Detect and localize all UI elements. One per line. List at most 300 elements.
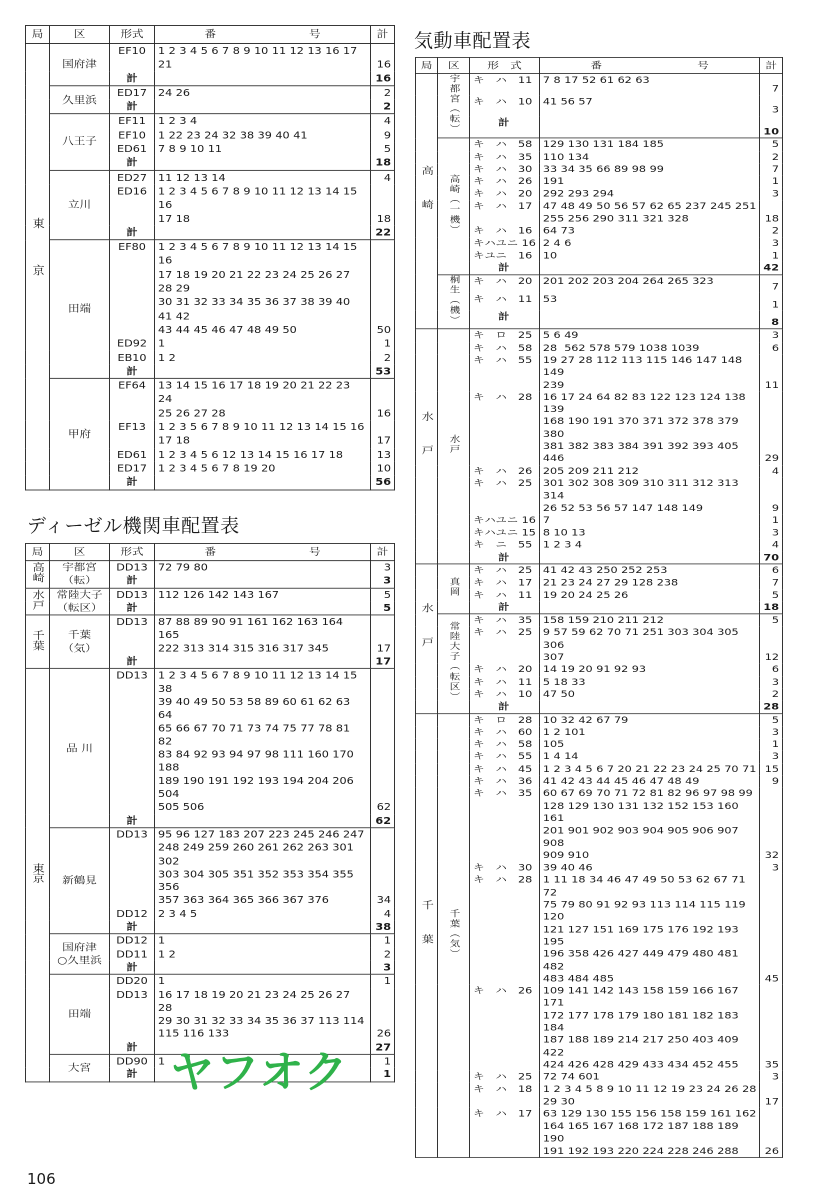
header-ku: 区 xyxy=(438,57,470,73)
numbers-cell: 1 2 3 5 6 7 8 9 10 11 12 13 14 15 16 17 18 xyxy=(155,420,371,448)
total-spacer xyxy=(155,100,371,114)
total-row xyxy=(416,116,783,138)
electric-locomotive-table xyxy=(25,25,395,490)
count-cell: 11 xyxy=(760,354,783,391)
table-row xyxy=(416,539,783,551)
model-cell: キ ハ 26 xyxy=(470,465,540,477)
numbers-cell: 1 2 3 4 5 6 7 8 9 10 11 12 13 16 17 21 xyxy=(155,43,371,71)
railcar-table-title: 気動車配置表 xyxy=(414,30,532,52)
numbers-cell: 1 xyxy=(155,934,371,948)
table-row xyxy=(416,237,783,249)
total-spacer xyxy=(155,71,371,85)
count-cell: 17 xyxy=(760,1083,783,1108)
table-row xyxy=(416,138,783,151)
count-cell: 2 xyxy=(760,688,783,700)
numbers-cell: 60 67 69 70 71 72 81 82 96 97 98 99 128 129 130 131 132 152 153 160 161 201 901 902 903 904 905 906 907 908 909 910 xyxy=(539,788,760,862)
total-label: 計 xyxy=(470,116,540,138)
kyoku-label: 高崎 xyxy=(420,165,435,234)
model-cell: ED27 xyxy=(110,170,155,184)
table-row xyxy=(26,43,395,71)
numbers-cell: 72 74 601 xyxy=(539,1071,760,1083)
model-cell: キ ハ 25 xyxy=(470,477,540,514)
count-cell: 3 xyxy=(760,237,783,249)
model-cell: キ ハ 25 xyxy=(470,564,540,577)
numbers-cell: 1 2 3 4 xyxy=(155,114,371,128)
total-label: 計 xyxy=(470,551,540,564)
model-cell: キ ハ 26 xyxy=(470,176,540,188)
model-cell: EF10 xyxy=(110,43,155,71)
count-cell: 4 xyxy=(371,114,395,128)
numbers-cell: 1 xyxy=(155,1054,371,1068)
model-cell: キ ロ 28 xyxy=(470,713,540,726)
total-label: 計 xyxy=(110,1041,155,1055)
ku-label: 立川 xyxy=(68,198,91,211)
ku-cell xyxy=(50,615,110,669)
model-cell: キ ハ 20 xyxy=(470,664,540,676)
numbers-cell: 7 8 17 52 61 62 63 xyxy=(539,74,760,96)
total-label: 計 xyxy=(110,920,155,934)
numbers-cell: 21 23 24 27 29 128 238 xyxy=(539,577,760,589)
total-row xyxy=(416,701,783,714)
model-cell: キ ハ 10 xyxy=(470,95,540,116)
numbers-cell: 53 xyxy=(539,293,760,311)
total-count: 28 xyxy=(760,701,783,714)
model-cell: キ ハ 45 xyxy=(470,763,540,775)
total-count: 3 xyxy=(371,961,395,975)
total-spacer xyxy=(155,226,371,240)
kyoku-label: 水戸 xyxy=(420,603,435,671)
total-count: 16 xyxy=(371,71,395,85)
total-label: 計 xyxy=(110,655,155,669)
model-cell: キ ハ 30 xyxy=(470,163,540,175)
ku-label: 宇都宮 （転） xyxy=(62,561,97,587)
ku-cell xyxy=(50,43,110,85)
header-number xyxy=(539,57,760,73)
table-row xyxy=(416,151,783,163)
count-cell: 3 xyxy=(760,751,783,763)
header-go: 号 xyxy=(697,59,709,71)
total-label: 計 xyxy=(470,701,540,714)
numbers-cell: 41 56 57 xyxy=(539,95,760,116)
count-cell: 1 xyxy=(760,738,783,750)
total-count: 62 xyxy=(371,814,395,828)
model-cell: キ ハ 35 xyxy=(470,614,540,627)
count-cell: 2 xyxy=(371,350,395,364)
model-cell: キ ロ 25 xyxy=(470,329,540,342)
kyoku-label: 高崎 xyxy=(31,562,46,583)
numbers-cell: 5 6 49 xyxy=(539,329,760,342)
model-cell: DD12 xyxy=(110,907,155,920)
numbers-cell: 1 4 14 xyxy=(539,751,760,763)
model-cell: キ ハ 25 xyxy=(470,1071,540,1083)
numbers-cell: 2 3 4 5 xyxy=(155,907,371,920)
count-cell: 7 xyxy=(760,274,783,292)
count-cell: 2 xyxy=(760,225,783,237)
table-row xyxy=(26,170,395,184)
numbers-cell: 205 209 211 212 xyxy=(539,465,760,477)
count-cell: 17 xyxy=(371,615,395,655)
total-spacer xyxy=(539,262,760,275)
total-label: 計 xyxy=(110,574,155,588)
model-cell: キ ニ 55 xyxy=(470,539,540,551)
numbers-cell: 7 8 9 10 11 xyxy=(155,142,371,156)
table-row xyxy=(416,1108,783,1158)
count-cell: 3 xyxy=(760,527,783,539)
count-cell: 26 xyxy=(760,1108,783,1158)
table-row xyxy=(416,95,783,116)
count-cell: 1 xyxy=(371,974,395,988)
model-cell: キ ハ 25 xyxy=(470,627,540,664)
model-cell: キ ハ 11 xyxy=(470,293,540,311)
count-cell: 5 xyxy=(760,138,783,151)
numbers-cell: 1 2 101 xyxy=(539,726,760,738)
total-spacer xyxy=(155,364,371,378)
table-row xyxy=(416,293,783,311)
numbers-cell: 19 20 24 25 26 xyxy=(539,589,760,601)
kyoku-cell xyxy=(416,713,438,1157)
count-cell: 5 xyxy=(760,589,783,601)
count-cell: 18 xyxy=(371,184,395,225)
header-ban: 番 xyxy=(204,27,216,41)
model-cell: DD13 xyxy=(110,988,155,1041)
ku-cell xyxy=(50,974,110,1054)
model-cell: DD20 xyxy=(110,974,155,988)
table-row xyxy=(26,240,395,337)
total-spacer xyxy=(155,961,371,975)
ku-cell xyxy=(438,614,470,713)
count-cell: 5 xyxy=(371,588,395,602)
table-row xyxy=(416,249,783,261)
total-count: 22 xyxy=(371,226,395,240)
model-cell: DD12 xyxy=(110,934,155,948)
count-cell: 18 xyxy=(760,200,783,225)
header-kyoku: 局 xyxy=(416,57,438,73)
count-cell: 4 xyxy=(371,907,395,920)
model-cell: キハユニ 16 xyxy=(470,237,540,249)
numbers-cell: 1 xyxy=(155,974,371,988)
ku-cell xyxy=(50,114,110,170)
table-row xyxy=(416,200,783,225)
table-row xyxy=(416,577,783,589)
ku-label: 甲府 xyxy=(68,427,91,440)
model-cell: キ ハ 55 xyxy=(470,354,540,391)
ku-cell xyxy=(50,240,110,379)
total-count: 5 xyxy=(371,601,395,615)
count-cell: 50 xyxy=(371,240,395,337)
numbers-cell: 47 48 49 50 56 57 62 65 237 245 251 255 256 290 311 321 328 xyxy=(539,200,760,225)
railcar-table xyxy=(415,57,783,1158)
count-cell: 3 xyxy=(760,1071,783,1083)
numbers-cell: 201 202 203 204 264 265 323 xyxy=(539,274,760,292)
ku-label: 高崎（一機） xyxy=(448,174,461,235)
table-row xyxy=(416,738,783,750)
model-cell: DD13 xyxy=(110,669,155,814)
total-label: 計 xyxy=(470,311,540,329)
numbers-cell: 9 57 59 62 70 71 251 303 304 305 306 307 xyxy=(539,627,760,664)
header-kei: 計 xyxy=(371,25,395,43)
count-cell: 1 xyxy=(760,293,783,311)
total-count: 70 xyxy=(760,551,783,564)
model-cell: キユニ 16 xyxy=(470,249,540,261)
count-cell: 4 xyxy=(760,465,783,477)
table-row xyxy=(416,589,783,601)
model-cell: キ ハ 11 xyxy=(470,74,540,96)
table-row xyxy=(416,676,783,688)
numbers-cell: 109 141 142 143 158 159 166 167 171 172 177 178 179 180 181 182 183 184 187 188 189 214 217 250 403 409 422 424 426 428 429 433 434 452 455 xyxy=(539,985,760,1071)
model-cell: DD13 xyxy=(110,561,155,575)
table-row xyxy=(416,751,783,763)
model-cell: キ ハ 58 xyxy=(470,738,540,750)
model-cell: キ ハ 20 xyxy=(470,188,540,200)
total-count: 27 xyxy=(371,1041,395,1055)
total-spacer xyxy=(155,475,371,489)
ku-cell xyxy=(438,138,470,274)
table-row xyxy=(416,274,783,292)
total-label: 計 xyxy=(110,226,155,240)
diesel-locomotive-table xyxy=(25,543,395,1082)
numbers-cell: 301 302 308 309 310 311 312 313 314 26 52 53 56 57 147 148 149 xyxy=(539,477,760,514)
numbers-cell: 5 18 33 xyxy=(539,676,760,688)
ku-label: 千葉（気） xyxy=(448,908,461,959)
total-spacer xyxy=(155,655,371,669)
count-cell: 17 xyxy=(371,420,395,448)
model-cell: キハユニ 16 xyxy=(470,514,540,526)
model-cell: キ ハ 17 xyxy=(470,577,540,589)
header-number xyxy=(155,543,371,560)
table-row xyxy=(416,775,783,787)
kyoku-label: 千葉 xyxy=(31,629,46,651)
count-cell: 1 xyxy=(760,514,783,526)
model-cell: キ ハ 17 xyxy=(470,1108,540,1158)
numbers-cell: 33 34 35 66 89 98 99 xyxy=(539,163,760,175)
header-kei: 計 xyxy=(760,57,783,73)
model-cell: キ ハ 58 xyxy=(470,138,540,151)
total-row xyxy=(416,311,783,329)
kyoku-cell xyxy=(26,43,50,489)
table-row xyxy=(416,465,783,477)
table-row xyxy=(26,669,395,814)
numbers-cell: 105 xyxy=(539,738,760,750)
header-ban: 番 xyxy=(204,545,216,558)
table-row xyxy=(416,874,783,985)
table-row xyxy=(26,378,395,420)
total-spacer xyxy=(155,156,371,170)
ku-label: 常陸大子（転区） xyxy=(448,621,461,703)
model-cell: EF11 xyxy=(110,114,155,128)
ku-label: 新鶴見 xyxy=(62,874,97,887)
count-cell: 6 xyxy=(760,342,783,354)
table-row xyxy=(416,664,783,676)
total-label: 計 xyxy=(110,156,155,170)
numbers-cell: 63 129 130 155 156 158 159 161 162 164 165 167 168 172 187 188 189 190 191 192 193 220 224 228 246 288 xyxy=(539,1108,760,1158)
numbers-cell: 87 88 89 90 91 161 162 163 164 165 222 313 314 315 316 317 345 xyxy=(155,615,371,655)
ku-cell xyxy=(50,86,110,114)
table-row xyxy=(26,114,395,128)
table-row xyxy=(416,527,783,539)
ku-label: 国府津 ○久里浜 xyxy=(57,941,102,967)
model-cell: キ ハ 35 xyxy=(470,151,540,163)
model-cell: DD13 xyxy=(110,588,155,602)
kyoku-cell xyxy=(26,669,50,1082)
table-row xyxy=(26,588,395,602)
count-cell: 10 xyxy=(371,462,395,476)
count-cell: 62 xyxy=(371,669,395,814)
ku-label: 宇都宮（転） xyxy=(448,73,461,135)
count-cell: 45 xyxy=(760,874,783,985)
model-cell: ED61 xyxy=(110,142,155,156)
count-cell: 1 xyxy=(371,934,395,948)
table-row xyxy=(416,342,783,354)
header-ku: 区 xyxy=(50,25,110,43)
numbers-cell: 1 2 3 4 5 6 7 8 9 10 11 12 13 14 15 16 17 18 xyxy=(155,184,371,225)
total-count: 17 xyxy=(371,655,395,669)
header-kyoku: 局 xyxy=(26,25,50,43)
page-number: 106 xyxy=(27,1170,56,1188)
table-row xyxy=(416,688,783,700)
numbers-cell: 11 12 13 14 xyxy=(155,170,371,184)
table-row xyxy=(416,788,783,862)
table-row xyxy=(416,726,783,738)
numbers-cell: 110 134 xyxy=(539,151,760,163)
table-row xyxy=(416,391,783,465)
total-label: 計 xyxy=(470,262,540,275)
numbers-cell: 10 xyxy=(539,249,760,261)
model-cell: ED92 xyxy=(110,337,155,351)
count-cell: 7 xyxy=(760,577,783,589)
numbers-cell: 39 40 46 xyxy=(539,862,760,874)
model-cell: DD90 xyxy=(110,1054,155,1068)
total-label: 計 xyxy=(110,1068,155,1082)
model-cell: EF64 xyxy=(110,378,155,420)
header-number xyxy=(155,25,371,43)
kyoku-cell xyxy=(416,329,438,564)
model-cell: キ ハ 16 xyxy=(470,225,540,237)
model-cell: キ ハ 26 xyxy=(470,985,540,1071)
model-cell: キ ハ 17 xyxy=(470,200,540,225)
numbers-cell: 1 2 3 4 5 6 7 8 9 10 11 12 13 14 15 16 17 18 19 20 21 22 23 24 25 26 27 28 29 30 31 32 33 34 35 36 37 38 39 40 41 42 43 44 45 46 47 48 49 50 xyxy=(155,240,371,337)
header-go: 号 xyxy=(309,27,321,41)
numbers-cell: 129 130 131 184 185 xyxy=(539,138,760,151)
ku-label: 国府津 xyxy=(62,57,97,71)
table-row xyxy=(416,862,783,874)
ku-cell xyxy=(438,274,470,329)
total-count: 18 xyxy=(760,601,783,614)
ku-cell xyxy=(50,1054,110,1081)
numbers-cell: 24 26 xyxy=(155,86,371,100)
header-ban: 番 xyxy=(590,59,602,71)
table-row xyxy=(26,615,395,655)
table-row xyxy=(416,225,783,237)
count-cell: 13 xyxy=(371,448,395,462)
header-keishiki: 形式 xyxy=(110,25,155,43)
ku-cell xyxy=(438,564,470,614)
ku-label: 田端 xyxy=(68,1007,91,1020)
header-ku: 区 xyxy=(50,543,110,560)
table-row xyxy=(416,1083,783,1108)
numbers-cell: 1 2 3 4 5 6 7 8 9 10 11 12 13 14 15 38 39 40 49 50 53 58 89 60 61 62 63 64 65 66 67 70 71 73 74 75 77 78 81 82 83 84 92 93 94 97 98 111 160 170 188 189 190 191 192 193 194 204 206 504 505 506 xyxy=(155,669,371,814)
ku-label: 八王子 xyxy=(62,135,97,148)
model-cell: キ ハ 20 xyxy=(470,274,540,292)
ku-cell xyxy=(50,669,110,828)
ku-cell xyxy=(50,378,110,489)
table-row xyxy=(416,514,783,526)
count-cell: 35 xyxy=(760,985,783,1071)
total-count: 38 xyxy=(371,920,395,934)
watermark-logo: ヤフオク xyxy=(170,1047,349,1098)
model-cell: キ ハ 10 xyxy=(470,688,540,700)
total-row xyxy=(416,601,783,614)
count-cell: 26 xyxy=(371,988,395,1041)
count-cell: 3 xyxy=(760,329,783,342)
total-count: 1 xyxy=(371,1068,395,1082)
numbers-cell: 1 xyxy=(155,337,371,351)
model-cell: キ ハ 58 xyxy=(470,342,540,354)
numbers-cell: 1 11 18 34 46 47 49 50 53 62 67 71 72 75 79 80 91 92 93 113 114 115 119 120 121 127 151 169 175 176 192 193 195 196 358 426 427 449 479 480 481 482 483 484 485 xyxy=(539,874,760,985)
model-cell: キ ハ 55 xyxy=(470,751,540,763)
model-cell: キ ハ 18 xyxy=(470,1083,540,1108)
numbers-cell: 1 2 3 4 5 6 7 20 21 22 23 24 25 70 71 xyxy=(539,763,760,775)
total-count: 8 xyxy=(760,311,783,329)
numbers-cell: 1 2 xyxy=(155,350,371,364)
numbers-cell: 28 562 578 579 1038 1039 xyxy=(539,342,760,354)
header-go: 号 xyxy=(309,545,321,558)
ku-label: 水戸 xyxy=(448,434,461,455)
numbers-cell: 47 50 xyxy=(539,688,760,700)
model-cell: EF13 xyxy=(110,420,155,448)
kyoku-label: 東京 xyxy=(31,862,46,884)
total-spacer xyxy=(155,814,371,828)
model-cell: キ ハ 28 xyxy=(470,391,540,465)
table-row xyxy=(26,828,395,908)
table-row xyxy=(416,713,783,726)
ku-cell xyxy=(50,588,110,615)
kyoku-label: 水戸 xyxy=(31,589,46,610)
count-cell: 9 xyxy=(371,128,395,142)
model-cell: ED17 xyxy=(110,86,155,100)
table-row xyxy=(416,985,783,1071)
ku-label: 田端 xyxy=(68,302,91,315)
count-cell: 1 xyxy=(760,249,783,261)
numbers-cell: 158 159 210 211 212 xyxy=(539,614,760,627)
total-count: 53 xyxy=(371,364,395,378)
model-cell: EF80 xyxy=(110,240,155,337)
count-cell: 16 xyxy=(371,378,395,420)
table-row xyxy=(416,763,783,775)
kyoku-cell xyxy=(26,561,50,588)
count-cell: 5 xyxy=(371,142,395,156)
total-count: 18 xyxy=(371,156,395,170)
count-cell: 6 xyxy=(760,564,783,577)
header-kyoku: 局 xyxy=(26,543,50,560)
count-cell: 4 xyxy=(760,539,783,551)
count-cell: 5 xyxy=(760,713,783,726)
total-spacer xyxy=(155,920,371,934)
count-cell: 2 xyxy=(760,151,783,163)
header-kei: 計 xyxy=(371,543,395,560)
count-cell: 9 xyxy=(760,775,783,787)
count-cell: 2 xyxy=(371,948,395,961)
ku-cell xyxy=(50,561,110,588)
count-cell: 2 xyxy=(371,86,395,100)
model-cell: キ ハ 36 xyxy=(470,775,540,787)
total-spacer xyxy=(539,701,760,714)
total-label: 計 xyxy=(110,475,155,489)
ku-label: 桐生（機） xyxy=(448,274,461,326)
total-spacer xyxy=(539,116,760,138)
numbers-cell: 1 22 23 24 32 38 39 40 41 xyxy=(155,128,371,142)
count-cell: 9 xyxy=(760,477,783,514)
total-spacer xyxy=(539,551,760,564)
